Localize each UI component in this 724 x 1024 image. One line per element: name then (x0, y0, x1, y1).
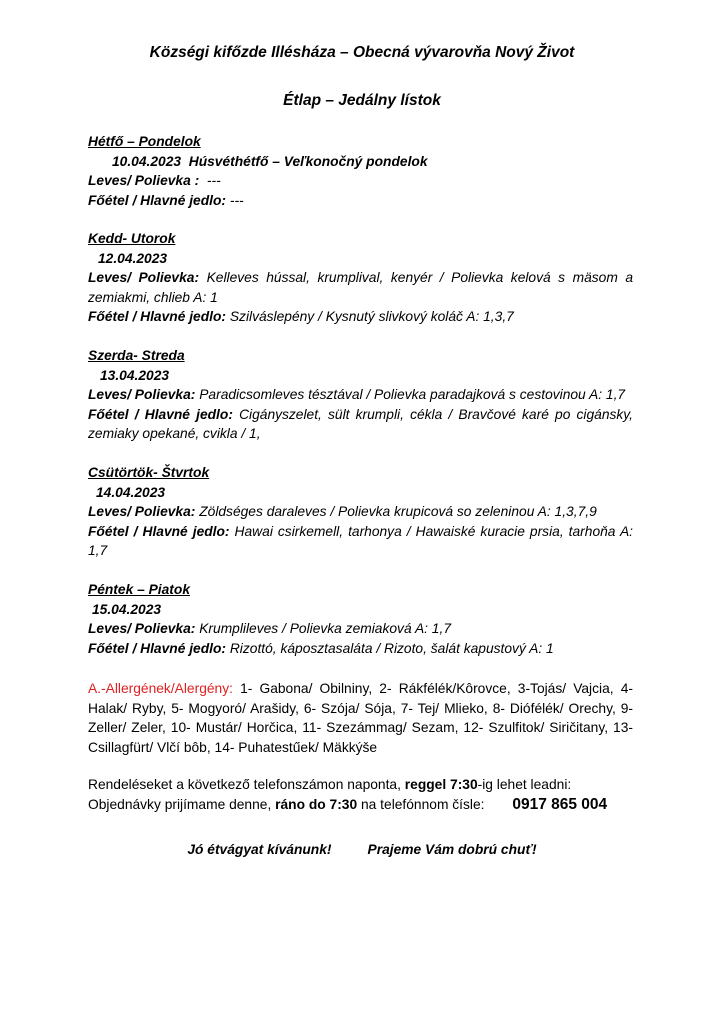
page-title: Községi kifőzde Illésháza – Obecná vývarovňa Nový Život (149, 44, 575, 61)
soup-label: Leves/ Polievka: (88, 504, 196, 519)
main-label: Főétel / Hlavné jedlo: (88, 640, 226, 656)
day-block-friday (88, 580, 633, 658)
day-date: 14.04.2023 (96, 484, 166, 500)
order-text: -ig lehet leadni: (477, 777, 572, 792)
day-block-tuesday (88, 229, 633, 327)
order-text: Rendeléseket a következő telefonszámon naponta, (88, 777, 405, 792)
day-block-monday (88, 132, 633, 210)
day-block-wednesday (88, 346, 633, 444)
main-text: Cigányszelet, sült krumpli, cékla / Bravčové karé po cigánsky, zemiaky opekané, cvikla / 1, (88, 406, 633, 441)
main-label: Főétel / Hlavné jedlo: (88, 406, 233, 422)
holiday-note: Húsvéthétfő – Veľkonočný pondelok (188, 153, 428, 169)
main-label: Főétel / Hlavné jedlo: (88, 309, 226, 324)
allergen-legend (88, 679, 633, 757)
main-text: Rizottó, káposztasaláta / Rizoto, šalát kapustový A: 1 (229, 640, 554, 656)
order-time: ráno do 7:30 (275, 797, 358, 812)
main-text: Hawai csirkemell, tarhonya / Hawaiské kuracie prsia, tarhoňa A: 1,7 (88, 523, 633, 558)
allergen-list: 1- Gabona/ Obilniny, 2- Rákfélék/Kôrovce, 3-Tojás/ Vajcia, 4- Halak/ Ryby, 5- Mogyoró/ Arašidy, 6- Szója/ Sója, 7- Tej/ Mlieko, 8- Diófélék/ Orechy, 9- Zeller/ Zeler, 10- Mustár/ Horčica, 11- Szezámmag/ Sezam, 12- Szulfitok/ Siričitany, 13- Csillagfürt/ Vlčí bôb, 14- Puhatestűek/ Mäkkýše (88, 681, 633, 755)
day-date: 13.04.2023 (100, 367, 170, 383)
main-label: Főétel / Hlavné jedlo: (88, 192, 226, 208)
soup-label: Leves/ Polievka: (88, 270, 200, 285)
soup-text: Kelleves hússal, krumplival, kenyér / Polievka kelová s mäsom a zemiakmi, chlieb A: 1 (88, 270, 633, 305)
greeting-sk: Prajeme Vám dobrú chuť! (367, 842, 537, 857)
main-text: --- (229, 192, 244, 208)
order-line-hu (88, 775, 648, 795)
soup-label: Leves/ Polievka: (88, 621, 196, 636)
footer-greeting (0, 842, 724, 857)
day-heading: Csütörtök- Štvrtok (88, 465, 210, 480)
soup-text: Zöldséges daraleves / Polievka krupicová so zeleninou A: 1,3,7,9 (199, 504, 597, 519)
order-info (88, 775, 648, 815)
greeting-hu: Jó étvágyat kívánunk! (187, 842, 332, 857)
soup-text: Krumplileves / Polievka zemiaková A: 1,7 (199, 621, 451, 636)
main-text: Szilváslepény / Kysnutý slivkový koláč A: 1,3,7 (229, 309, 514, 324)
soup-text: Paradicsomleves tésztával / Polievka paradajková s cestovinou A: 1,7 (199, 387, 626, 402)
day-heading: Péntek – Piatok (88, 582, 190, 597)
soup-text: --- (206, 173, 221, 188)
order-line-sk (88, 795, 648, 815)
day-heading: Hétfő – Pondelok (88, 134, 201, 149)
page-subtitle: Étlap – Jedálny lístok (283, 92, 441, 109)
day-date: 15.04.2023 (92, 601, 162, 617)
soup-label: Leves/ Polievka: (88, 387, 196, 402)
phone-number: 0917 865 004 (512, 796, 608, 813)
day-date: 12.04.2023 (98, 250, 168, 266)
day-block-thursday (88, 463, 633, 561)
order-time: reggel 7:30 (404, 777, 478, 792)
day-heading: Kedd- Utorok (88, 231, 176, 246)
order-text: Objednávky prijímame denne, (88, 797, 276, 812)
main-label: Főétel / Hlavné jedlo: (88, 523, 230, 539)
day-date: 10.04.2023 (112, 153, 182, 169)
day-heading: Szerda- Streda (88, 348, 185, 363)
order-text: na telefónnom čísle: (357, 797, 485, 812)
soup-label: Leves/ Polievka : (88, 173, 200, 188)
allergen-label: A.-Allergének/Alergény: (88, 681, 233, 696)
